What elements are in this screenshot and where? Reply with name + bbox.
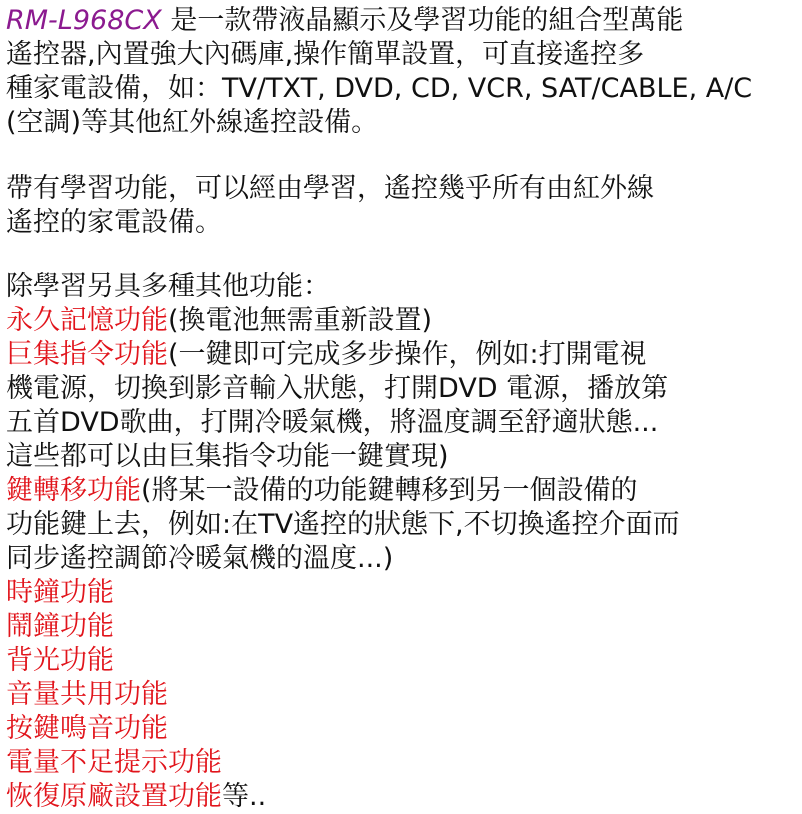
feature-backlight: 背光功能	[6, 645, 114, 676]
learning-line-1: 帶有學習功能，可以經由學習，遙控幾乎所有由紅外線	[6, 173, 654, 204]
ending-text: 等..	[222, 781, 267, 812]
intro-line-4: (空調)等其他紅外線遙控設備。	[6, 107, 379, 138]
macro-function-line-4: 這些都可以由巨集指令功能一鍵實現)	[6, 441, 449, 472]
feature-key-beep: 按鍵鳴音功能	[6, 713, 168, 744]
macro-function-line-2: 機電源，切換到影音輸入狀態，打開DVD 電源，播放第	[6, 373, 669, 404]
keymove-function-line-2: 功能鍵上去，例如:在TV遙控的狀態下,不切換遙控介面而	[6, 509, 680, 540]
feature-alarm: 鬧鐘功能	[6, 611, 114, 642]
model-number: RM-L968CX	[6, 5, 162, 36]
macro-function-line-1	[6, 338, 798, 372]
feature-factory-reset: 恢復原廠設置功能	[6, 781, 222, 812]
other-functions-heading: 除學習另具多種其他功能：	[6, 271, 330, 302]
keymove-function-name: 鍵轉移功能	[6, 475, 141, 506]
intro-line-1	[6, 4, 798, 38]
keymove-function-line-1	[6, 474, 798, 508]
memory-function-desc: (換電池無需重新設置)	[168, 305, 433, 336]
intro-line-3: 種家電設備，如：TV/TXT, DVD, CD, VCR, SAT/CABLE, A/C	[6, 73, 753, 104]
macro-function-line-3: 五首DVD歌曲，打開冷暖氣機，將溫度調至舒適狀態...	[6, 407, 659, 438]
intro-line-1-text: 是一款帶液晶顯示及學習功能的組合型萬能	[161, 5, 684, 36]
feature-low-battery: 電量不足提示功能	[6, 747, 222, 778]
learning-line-2: 遙控的家電設備。	[6, 207, 222, 238]
intro-line-2: 遙控器,內置強大內碼庫,操作簡單設置，可直接遙控多	[6, 39, 645, 70]
keymove-function-desc: (將某一設備的功能鍵轉移到另一個設備的	[141, 475, 638, 506]
feature-factory-reset-line	[6, 780, 798, 812]
macro-function-name: 巨集指令功能	[6, 339, 168, 370]
memory-function-name: 永久記憶功能	[6, 305, 168, 336]
feature-shared-volume: 音量共用功能	[6, 679, 168, 710]
keymove-function-line-3: 同步遙控調節冷暖氣機的溫度...)	[6, 543, 394, 574]
feature-clock: 時鐘功能	[6, 577, 114, 608]
memory-function-line	[6, 304, 798, 338]
macro-function-desc: (一鍵即可完成多步操作，例如:打開電視	[168, 339, 647, 370]
